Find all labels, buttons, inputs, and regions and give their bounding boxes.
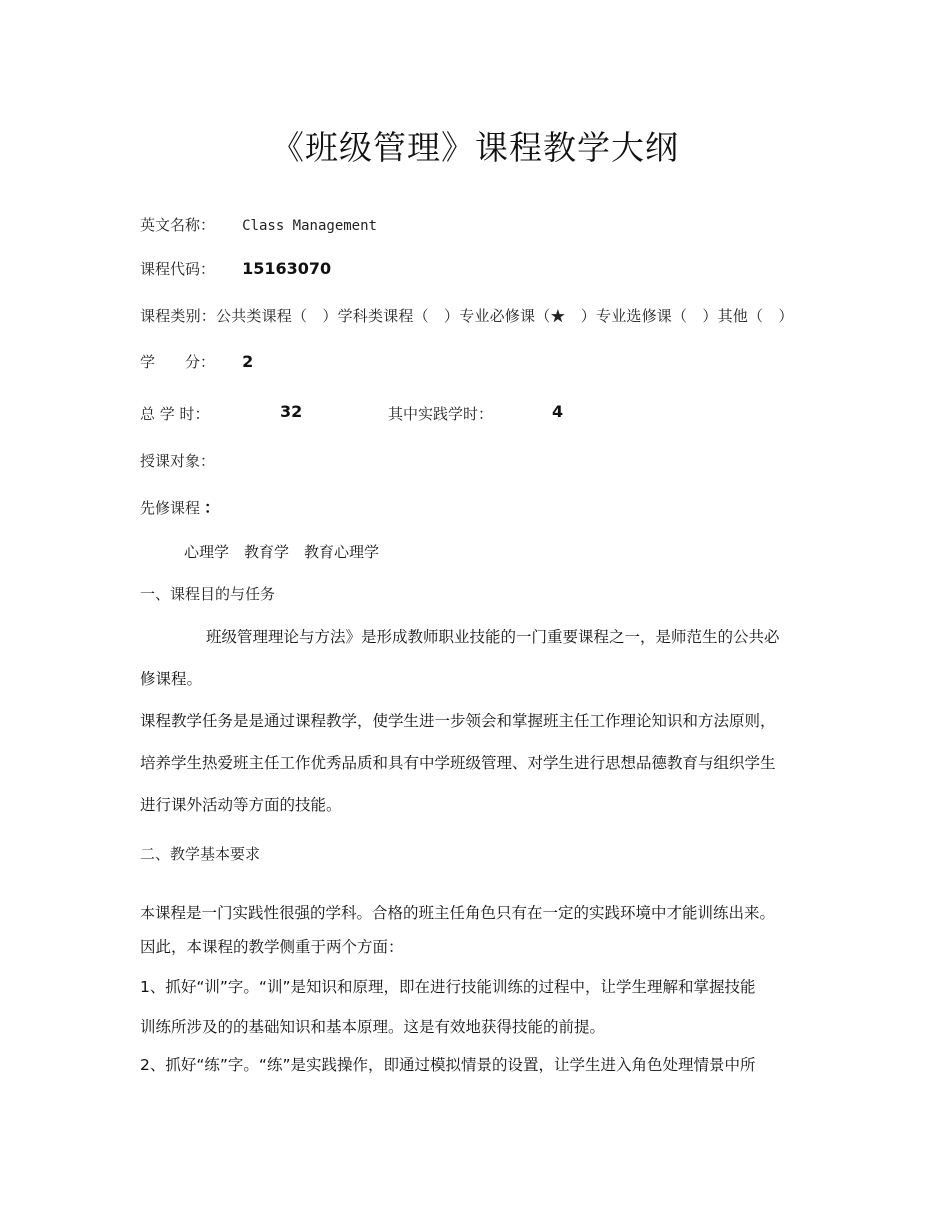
s1-paragraph1-line1: 班级管理理论与方法》是形成教师职业技能的一门重要课程之一，是师范生的公共必	[206, 628, 780, 646]
audience-label: 授课对象：	[140, 452, 216, 470]
hours-value: 32	[280, 402, 303, 421]
practice-hours-value: 4	[552, 402, 564, 421]
english-name-label: 英文名称：	[140, 216, 216, 234]
s1-paragraph2-line2: 培养学生热爱班主任工作优秀品质和具有中学班级管理、对学生进行思想品德教育与组织学生	[140, 754, 776, 772]
section1-heading: 一、课程目的与任务	[140, 585, 276, 603]
prereq-courses: 心理学 教育学 教育心理学	[184, 543, 380, 561]
credits-value: 2	[242, 352, 254, 371]
course-code-label: 课程代码：	[140, 260, 216, 278]
s2-paragraph1-prefix: 本	[140, 904, 156, 922]
course-type-line: 课程类别：公共类课程（ ）学科类课程（ ）专业必修课（★ ）专业选修课（ ）其他（ ）	[140, 307, 794, 325]
prereq-colon: ：	[204, 498, 221, 517]
s2-item1-line1: 1、抓好“训”字。“训”是知识和原理，即在进行技能训练的过程中，让学生理解和掌握技能	[140, 978, 756, 996]
section2-heading: 二、教学基本要求	[140, 845, 261, 863]
document-title: 《班级管理》课程教学大纲	[271, 128, 679, 167]
credits-label: 学 分：	[140, 353, 216, 371]
s2-paragraph1-text: 课程是一门实践性很强的学科。合格的班主任角色只有在一定的实践环境中才能训练出来。	[155, 904, 776, 922]
course-code-value: 15163070	[242, 259, 332, 278]
hours-label: 总 学 时：	[140, 405, 210, 423]
english-name-row	[140, 214, 377, 235]
course-code-row	[140, 258, 331, 279]
english-name-value: Class Management	[242, 218, 377, 234]
credits-row	[140, 351, 253, 372]
s1-paragraph2-line3: 进行课外活动等方面的技能。	[140, 796, 342, 814]
course-type-row	[140, 305, 794, 326]
s1-paragraph2-line1: 课程教学任务是是通过课程教学，使学生进一步领会和掌握班主任工作理论知识和方法原则，	[140, 712, 776, 730]
practice-hours-label: 其中实践学时：	[388, 405, 494, 423]
s2-paragraph1-line2: 因此，本课程的教学侧重于两个方面：	[140, 938, 404, 956]
s1-paragraph1-line2: 修课程。	[140, 670, 203, 688]
prereq-label: 先修课程	[140, 499, 201, 517]
s2-item2-line1: 2、抓好“练”字。“练”是实践操作，即通过模拟情景的设置，让学生进入角色处理情景中所	[140, 1056, 756, 1074]
prereq-row	[140, 495, 220, 518]
s2-item1-line2: 训练所涉及的的基础知识和基本原理。这是有效地获得技能的前提。	[140, 1018, 606, 1036]
s2-paragraph1-line1	[140, 901, 775, 923]
